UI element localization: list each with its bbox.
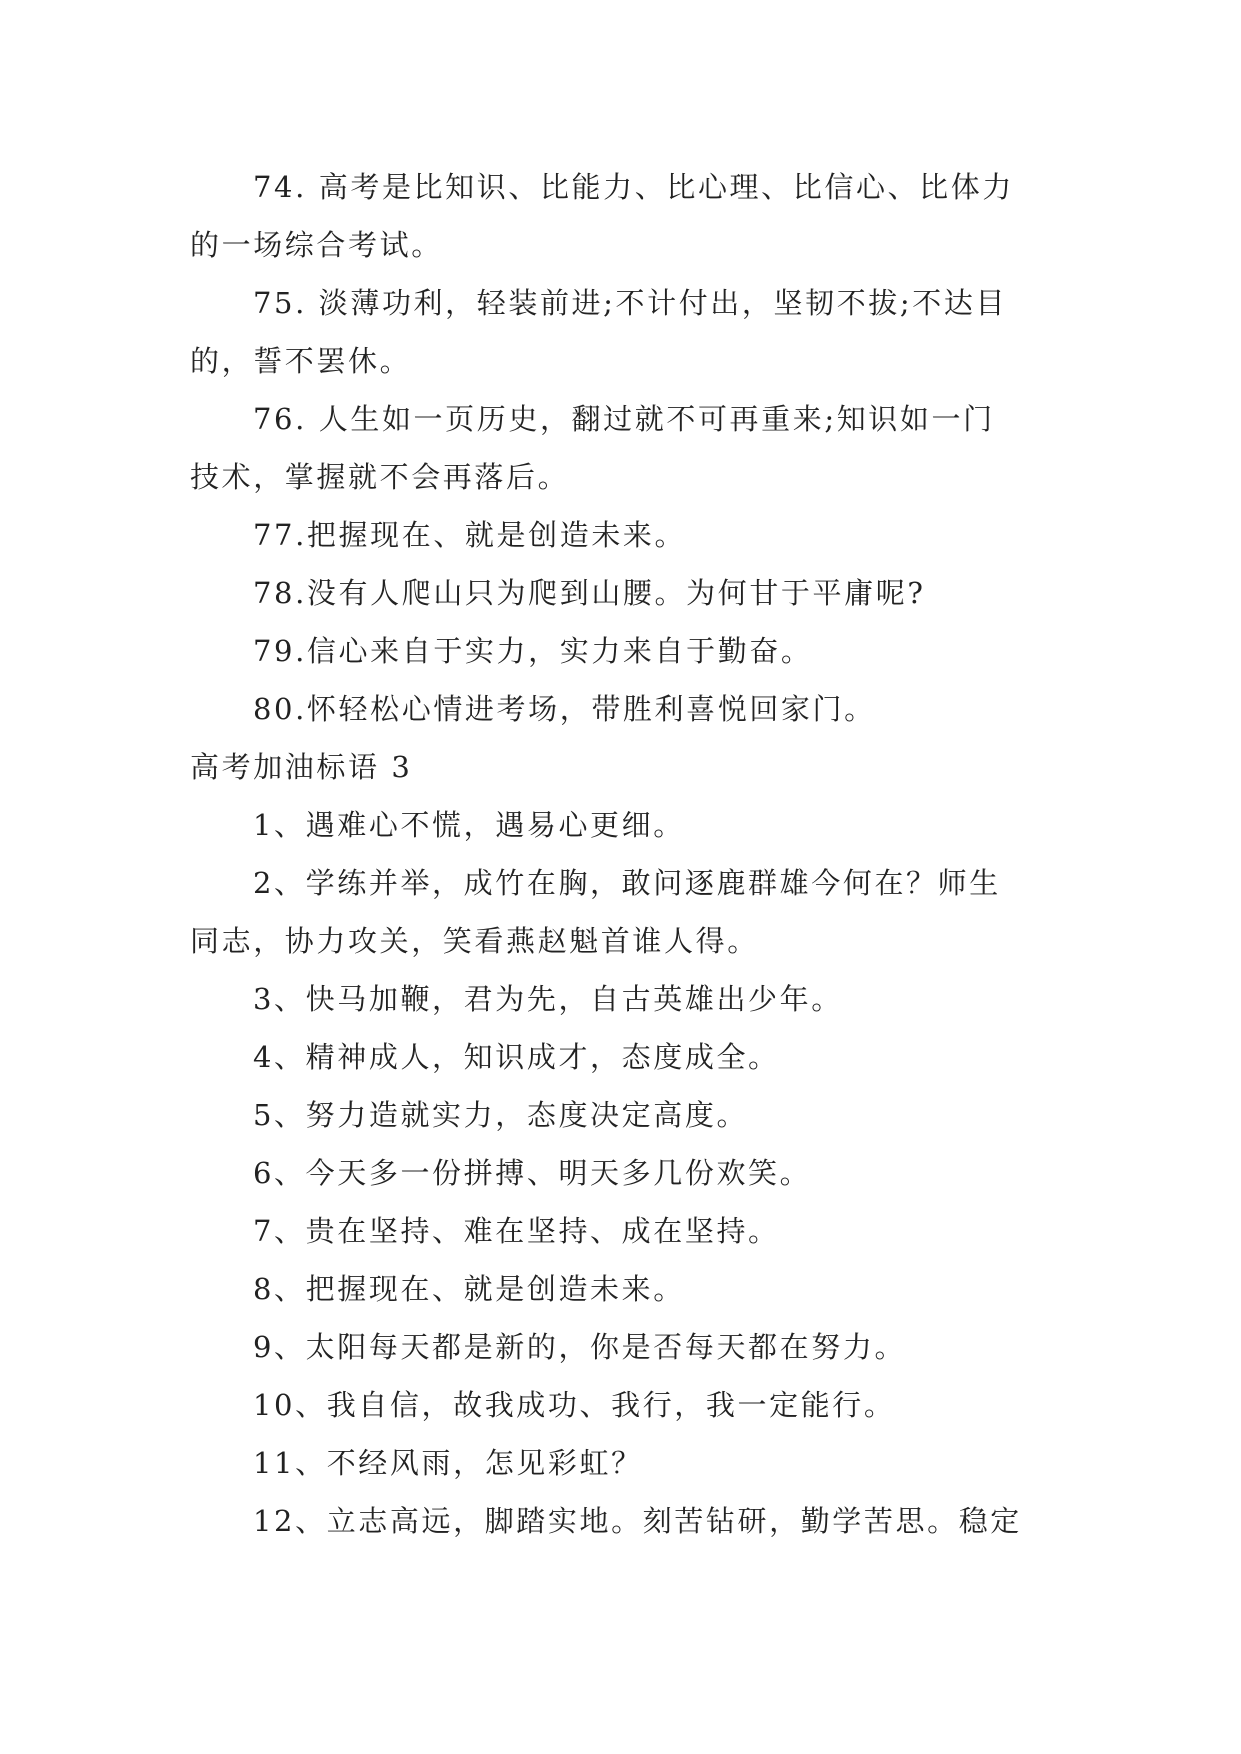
paragraph-75-line2: 的，誓不罢休。 bbox=[190, 344, 412, 378]
slogan-item-8: 8、把握现在、就是创造未来。 bbox=[253, 1272, 685, 1306]
slogan-item-10: 10、我自信，故我成功、我行，我一定能行。 bbox=[253, 1388, 896, 1422]
slogan-item-3: 3、快马加鞭，君为先，自古英雄出少年。 bbox=[253, 982, 843, 1016]
slogan-item-1: 1、遇难心不慌，遇易心更细。 bbox=[253, 808, 685, 842]
section-title: 高考加油标语 3 bbox=[190, 750, 413, 784]
paragraph-76-line1: 76. 人生如一页历史，翻过就不可再重来;知识如一门 bbox=[253, 402, 995, 436]
list-item-79: 79.信心来自于实力，实力来自于勤奋。 bbox=[253, 634, 813, 668]
slogan-item-4: 4、精神成人，知识成才，态度成全。 bbox=[253, 1040, 780, 1074]
slogan-item-2-line1: 2、学练并举，成竹在胸，敢问逐鹿群雄今何在？师生 bbox=[253, 866, 1001, 900]
slogan-item-12: 12、立志高远，脚踏实地。刻苦钻研，勤学苦思。稳定 bbox=[253, 1504, 1022, 1538]
list-item-77: 77.把握现在、就是创造未来。 bbox=[253, 518, 687, 552]
slogan-item-2-line2: 同志，协力攻关，笑看燕赵魁首谁人得。 bbox=[190, 924, 759, 958]
paragraph-74-line1: 74. 高考是比知识、比能力、比心理、比信心、比体力 bbox=[253, 170, 1014, 204]
list-item-80: 80.怀轻松心情进考场，带胜利喜悦回家门。 bbox=[253, 692, 876, 726]
paragraph-75-line1: 75. 淡薄功利，轻装前进;不计付出，坚韧不拔;不达目 bbox=[253, 286, 1008, 320]
document-body bbox=[190, 158, 1050, 1550]
paragraph-74-line2: 的一场综合考试。 bbox=[190, 228, 443, 262]
slogan-item-6: 6、今天多一份拼搏、明天多几份欢笑。 bbox=[253, 1156, 812, 1190]
slogan-item-11: 11、不经风雨，怎见彩虹？ bbox=[253, 1446, 643, 1480]
slogan-item-7: 7、贵在坚持、难在坚持、成在坚持。 bbox=[253, 1214, 780, 1248]
list-item-78: 78.没有人爬山只为爬到山腰。为何甘于平庸呢? bbox=[253, 576, 926, 610]
paragraph-76-line2: 技术，掌握就不会再落后。 bbox=[190, 460, 570, 494]
slogan-item-9: 9、太阳每天都是新的，你是否每天都在努力。 bbox=[253, 1330, 907, 1364]
slogan-item-5: 5、努力造就实力，态度决定高度。 bbox=[253, 1098, 749, 1132]
